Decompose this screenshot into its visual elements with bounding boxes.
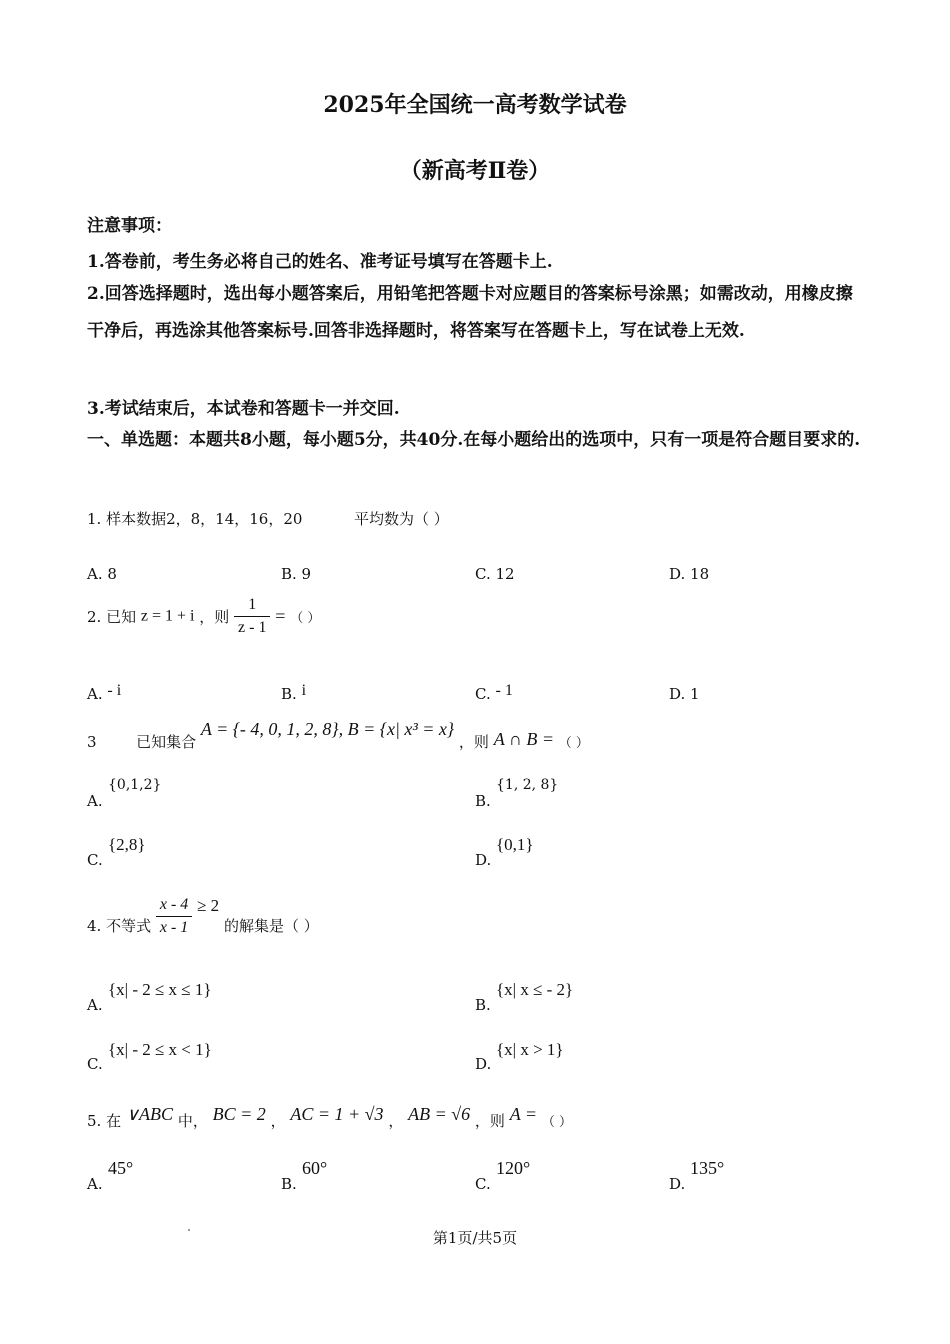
q1-stem-tail: 平均数为（ ） xyxy=(354,510,449,528)
q3-option-b-label: B. xyxy=(475,792,491,810)
q4-frac-num: x - 4 xyxy=(159,896,189,913)
notice-item-3: 3.考试结束后，本试卷和答题卡一并交回. xyxy=(87,399,400,419)
q4-rel: ≥ 2 xyxy=(197,895,220,915)
q3-tail: （ ） xyxy=(558,736,589,751)
q3-prefix: 已知集合 xyxy=(136,733,197,751)
q1-option-c: C. 12 xyxy=(475,565,515,583)
q5-option-a-value: 45° xyxy=(108,1158,134,1178)
q2-option-c xyxy=(475,681,513,703)
q4-fraction xyxy=(156,896,192,937)
q3-option-c-label: C. xyxy=(87,851,103,869)
q2-eq: = xyxy=(275,606,286,626)
q4-stem xyxy=(87,896,319,937)
q4-option-b-value: {x| x ≤ - 2} xyxy=(496,980,574,999)
page-number: 第1页/共5页 xyxy=(432,1229,518,1247)
q5-in: 中， xyxy=(177,1112,208,1130)
q5-triangle: ∨ABC xyxy=(125,1104,174,1124)
q5-option-d-value: 135° xyxy=(690,1158,725,1178)
q3-option-c-value: {2,8} xyxy=(108,835,146,854)
q2-prefix: 2. 已知 xyxy=(87,608,137,626)
notice-item-1: 1.答卷前，考生务必将自己的姓名、准考证号填写在答题卡上. xyxy=(87,252,553,272)
q4-option-b-label: B. xyxy=(475,996,491,1014)
q4-option-d-value: {x| x > 1} xyxy=(496,1040,564,1059)
q3-stem xyxy=(87,719,589,751)
q2-option-b xyxy=(281,681,307,703)
q2-value-a: - i xyxy=(107,682,122,699)
q5-option-b-label: B. xyxy=(281,1175,297,1193)
q1-option-d: D. 18 xyxy=(669,565,710,583)
q2-option-a xyxy=(87,681,122,703)
q3-option-a-value: {0,1,2} xyxy=(108,777,162,793)
q2-frac-num: 1 xyxy=(248,596,257,613)
q5-stem xyxy=(87,1104,572,1130)
q5-option-b-value: 60° xyxy=(302,1158,328,1178)
q2-label-c: C. xyxy=(475,685,491,703)
notice-heading: 注意事项： xyxy=(87,216,172,236)
q2-tail: （ ） xyxy=(290,611,321,626)
q1-option-b: B. 9 xyxy=(281,565,312,583)
q5-comma-2: ， xyxy=(388,1112,404,1130)
q3-option-b-value: {1, 2, 8} xyxy=(496,777,559,793)
q2-value-c: - 1 xyxy=(495,682,513,699)
q5-option-c-label: C. xyxy=(475,1175,491,1193)
q5-ac: AC = 1 + √3 xyxy=(290,1104,384,1124)
q2-label-b: B. xyxy=(281,685,297,703)
q5-comma-3: ，则 xyxy=(474,1112,505,1130)
page-title: 2025年全国统一高考数学试卷 xyxy=(323,92,627,118)
q3-option-d-value: {0,1} xyxy=(496,835,534,854)
q2-fraction xyxy=(234,596,270,637)
q2-z-expr: z = 1 + i xyxy=(140,607,195,625)
q5-option-a-label: A. xyxy=(87,1175,103,1193)
q4-option-c-label: C. xyxy=(87,1055,103,1073)
q2-label-a: A. xyxy=(87,685,103,703)
q5-a-expr: A = xyxy=(509,1104,538,1124)
q3-option-d-label: D. xyxy=(475,851,492,869)
q5-ab: AB = √6 xyxy=(408,1104,471,1124)
q4-option-d-label: D. xyxy=(475,1055,492,1073)
q3-intersect: A ∩ B = xyxy=(493,729,555,749)
q4-option-a-label: A. xyxy=(87,996,103,1014)
q4-option-a-value: {x| - 2 ≤ x ≤ 1} xyxy=(108,980,212,999)
q3-sets-expr: A = {- 4, 0, 1, 2, 8}, B = {x| x³ = x} xyxy=(200,719,455,739)
q3-number: 3 xyxy=(87,733,97,751)
q2-value-b: i xyxy=(301,682,307,699)
q5-option-c-value: 120° xyxy=(496,1158,531,1178)
q5-prefix: 5. 在 xyxy=(87,1112,122,1130)
q2-mid: ，则 xyxy=(199,608,230,626)
q3-mid: ，则 xyxy=(458,733,489,751)
notice-item-2: 2.回答选择题时，选出每小题答案后，用铅笔把答题卡对应题目的答案标号涂黑；如需改动，用橡皮擦干净后，再选涂其他答案标号.回答非选择题时，将答案写在答题卡上，写在试卷上无效. xyxy=(87,284,853,341)
q2-frac-den: z - 1 xyxy=(238,619,267,636)
q4-tail: 的解集是（ ） xyxy=(223,916,319,935)
q5-tail: （ ） xyxy=(541,1115,572,1130)
q5-option-d-label: D. xyxy=(669,1175,686,1193)
q2-option-d: D. 1 xyxy=(669,685,700,703)
q4-prefix: 4. 不等式 xyxy=(87,916,152,935)
q5-comma-1: ， xyxy=(270,1112,286,1130)
q4-frac-den: x - 1 xyxy=(159,919,189,936)
q5-bc: BC = 2 xyxy=(212,1104,266,1124)
q1-stem-text: 1. 样本数据2，8，14，16，20 xyxy=(87,510,303,528)
q2-stem xyxy=(87,596,320,637)
q3-option-a-label: A. xyxy=(87,792,103,810)
q1-stem xyxy=(87,508,449,529)
q1-option-a: A. 8 xyxy=(87,565,117,583)
section-heading: 一、单选题：本题共8小题，每小题5分，共40分.在每小题给出的选项中，只有一项是符合题目要求的. xyxy=(87,430,861,450)
page-subtitle: （新高考Ⅱ卷） xyxy=(399,158,551,184)
q4-option-c-value: {x| - 2 ≤ x < 1} xyxy=(108,1040,212,1059)
